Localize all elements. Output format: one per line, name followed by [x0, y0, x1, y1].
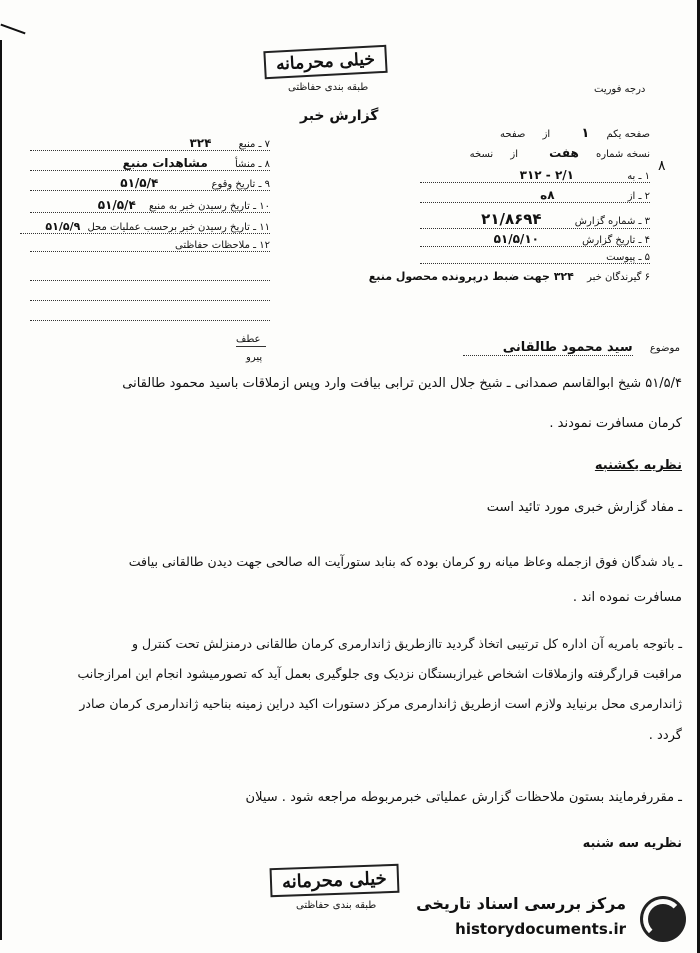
- bottom-classification-label: طبقه بندی حفاظتی: [296, 900, 377, 911]
- scan-mark-top-left: [0, 24, 25, 35]
- copy-row: [420, 146, 650, 160]
- watermark-url: historydocuments.ir: [455, 920, 626, 938]
- urgency-label: درجه فوریت: [594, 84, 646, 95]
- sheet-value: ۱: [581, 126, 590, 141]
- subject-label: موضوع: [649, 343, 680, 354]
- from-value: ۸ه: [540, 188, 555, 202]
- to-value: ۲/۱ - ۳۱۲: [519, 168, 574, 182]
- sheet-from: از: [542, 129, 551, 140]
- copy-label: نسخه شماره: [596, 149, 650, 160]
- source-value: ۳۲۴: [189, 136, 212, 150]
- sheet-row: [420, 126, 650, 141]
- origin-row: [30, 156, 270, 171]
- copy-value: هفت: [549, 146, 579, 160]
- report-number-row: [420, 210, 650, 229]
- archive-logo-icon: [640, 896, 686, 942]
- source-row: [30, 136, 270, 151]
- body-line-2: کرمان مسافرت نمودند .: [549, 416, 682, 431]
- report-title: گزارش خبر: [300, 108, 379, 124]
- report-number-value: ۲۱/۸۶۹۴: [481, 210, 542, 228]
- reference-label-2: پیرو: [246, 352, 263, 363]
- from-row: [420, 188, 650, 203]
- origin-value: مشاهدات منبع: [122, 156, 208, 170]
- attachment-row: [420, 252, 650, 264]
- watermark: [416, 890, 692, 948]
- body-line-3: نظریه یکشنبه: [594, 458, 682, 473]
- reference-label-1: عطف: [236, 334, 261, 345]
- notes-line-2: [30, 292, 270, 301]
- report-number-label: ۳ ـ شماره گزارش: [574, 216, 650, 227]
- from-label: ۲ ـ از: [627, 191, 650, 202]
- notes-label: ۱۲ ـ ملاحظات حفاظتی: [175, 240, 270, 251]
- copy-suffix: نسخه: [469, 149, 494, 160]
- event-date-row: [30, 176, 270, 191]
- to-row: [420, 168, 650, 183]
- received-source-row: [30, 198, 270, 213]
- reference-ref: [236, 334, 261, 345]
- received-unit-value: ۵۱/۵/۹: [45, 220, 81, 233]
- body-line-1: ۵۱/۵/۴ شیخ ابوالقاسم صمدانی ـ شیخ جلال الدین ترابی بیافت وارد وپس ازملاقات باسید محمود طالقانی: [122, 376, 682, 391]
- notes-row: [30, 240, 270, 252]
- top-classification-label: طبقه بندی حفاظتی: [288, 82, 369, 93]
- body-line-9: ژاندارمری محل برنیاید ولازم است ازطریق ژاندارمری مرکز دستورات اکید دراین زمینه بناحیه ژاندارمری کرمان صادر: [79, 696, 682, 711]
- scan-edge-left: [0, 40, 2, 940]
- origin-label: ۸ ـ منشأ: [234, 159, 270, 170]
- source-label: ۷ ـ منبع: [238, 139, 270, 150]
- event-date-label: ۹ ـ تاریخ وقوع: [211, 179, 270, 190]
- recipients-label: ۶ گیرندگان خبر: [587, 272, 650, 283]
- body-line-8: مراقبت قرارگرفته وازملاقات اشخاص غیرازبستگان نزدیک وی جلوگیری بعمل آید که تصورمیشود انجام این امرازجانب: [77, 666, 682, 681]
- body-line-10: گردد .: [648, 728, 682, 743]
- recipients-value: ۳۲۴ جهت ضبط درپرونده محصول منبع: [368, 270, 574, 283]
- archive-logo-arc: [643, 899, 683, 939]
- sheet-label: صفحه یکم: [606, 129, 650, 140]
- margin-number: ۸: [658, 158, 666, 174]
- subject-row: [300, 340, 680, 355]
- received-unit-row: [20, 220, 270, 234]
- notes-line-1: [30, 272, 270, 281]
- bottom-classification-stamp: خیلی محرمانه: [270, 864, 400, 897]
- notes-line-3: [30, 312, 270, 321]
- report-date-label: ۴ ـ تاریخ گزارش: [582, 235, 650, 246]
- top-classification-stamp: خیلی محرمانه: [263, 45, 387, 79]
- body-line-12: نظریه سه شنبه: [582, 836, 682, 851]
- report-date-row: [420, 232, 650, 247]
- watermark-title: مرکز بررسی اسناد تاریخی: [416, 894, 626, 913]
- body-line-6: مسافرت نموده اند .: [572, 590, 682, 605]
- body-line-4: ـ مفاد گزارش خبری مورد تائید است: [486, 500, 682, 515]
- body-line-5: ـ یاد شدگان فوق ازجمله وعاظ میانه رو کرمان بوده که بنابد ستورآیت اله صالحی جهت دیدن طالقانی بیافت: [128, 554, 682, 569]
- body-line-7: ـ باتوجه بامریه آن اداره کل ترتیبی اتخاذ گردید تاازطریق ژاندارمری کرمان طالقانی درمنزلش تحت کنترل و: [132, 636, 682, 651]
- event-date-value: ۵۱/۵/۴: [120, 176, 159, 190]
- received-unit-label: ۱۱ ـ تاریخ رسیدن خبر برحسب عملیات محل: [87, 222, 270, 233]
- received-source-label: ۱۰ ـ تاریخ رسیدن خبر به منبع: [148, 201, 270, 212]
- reference-follow: [246, 352, 262, 363]
- report-date-value: ۵۱/۵/۱۰: [493, 232, 539, 246]
- received-source-value: ۵۱/۵/۴: [97, 198, 136, 212]
- recipients-row: [300, 270, 650, 283]
- sheet-suffix: صفحه: [500, 129, 526, 140]
- subject-value: سید محمود طالقانی: [463, 340, 633, 356]
- body-line-11: ـ مقررفرمایند بستون ملاحظات گزارش عملیاتی خبرمربوطه مراجعه شود . سیلان: [245, 790, 682, 805]
- copy-from: از: [510, 149, 518, 160]
- subject-divider: [236, 346, 266, 347]
- attachment-label: ۵ ـ پیوست: [606, 252, 650, 263]
- to-label: ۱ ـ به: [627, 171, 650, 182]
